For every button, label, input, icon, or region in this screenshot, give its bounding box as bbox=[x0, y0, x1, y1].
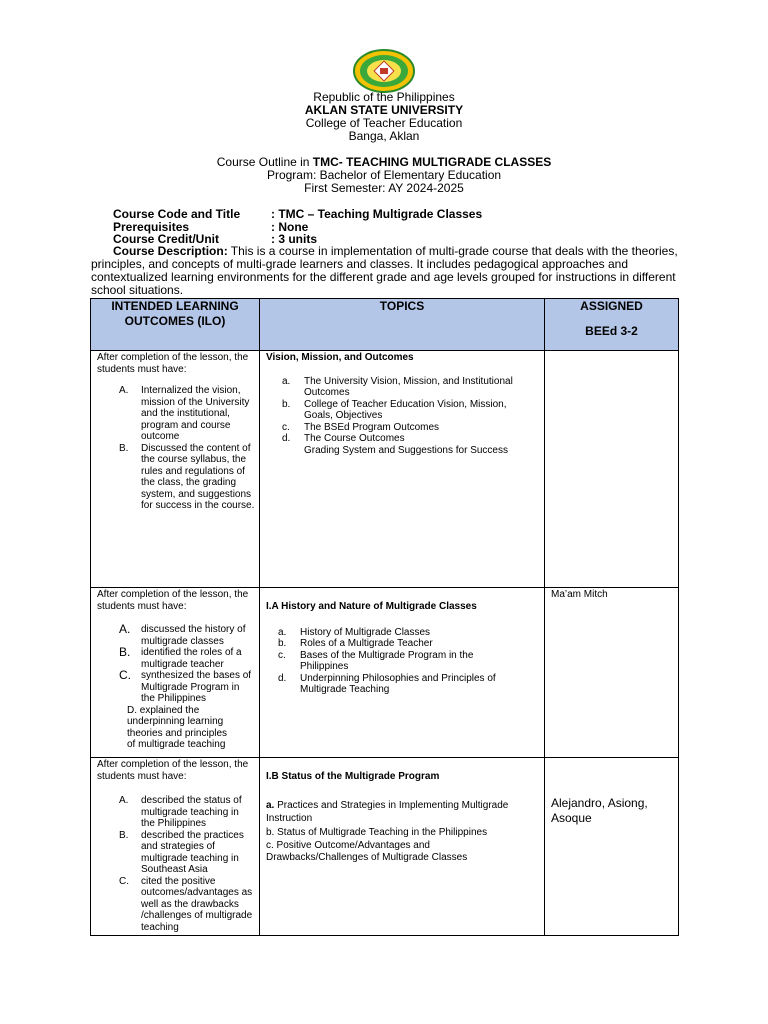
college-name: College of Teacher Education bbox=[305, 116, 463, 130]
ilo-list bbox=[91, 385, 259, 512]
list-marker: C. bbox=[119, 875, 129, 887]
list-marker: A. bbox=[119, 385, 129, 396]
list-item bbox=[304, 445, 524, 457]
topic-b: b. Status of Multigrade Teaching in the Philippines bbox=[266, 826, 488, 838]
ilo-tail: D. explained the underpinning learning theories and principles of multigrade teaching bbox=[127, 704, 228, 750]
list-item bbox=[282, 398, 524, 422]
outline-course: TMC- TEACHING MULTIGRADE CLASSES bbox=[312, 155, 552, 169]
ilo-list bbox=[91, 795, 259, 933]
assigned-text: Ma’am Mitch bbox=[551, 589, 608, 600]
prereq-label: Prerequisites bbox=[113, 220, 190, 234]
topic-a bbox=[260, 798, 544, 825]
topics-cell bbox=[260, 588, 545, 758]
list-marker: d. bbox=[278, 672, 287, 684]
topic-title: I.A History and Nature of Multigrade Classes bbox=[266, 601, 477, 612]
list-item bbox=[282, 375, 524, 399]
topics-header bbox=[260, 299, 545, 351]
list-text: College of Teacher Education Vision, Mission, Goals, Objectives bbox=[304, 398, 507, 421]
topic-a-marker: a. bbox=[266, 799, 275, 811]
list-text: synthesized the bases of Multigrade Program in the Philippines bbox=[141, 670, 252, 704]
topics-list bbox=[260, 376, 544, 457]
credit-value: : 3 units bbox=[271, 232, 318, 246]
list-item bbox=[119, 645, 259, 670]
assigned-header-text: ASSIGNED bbox=[580, 299, 643, 313]
list-text: discussed the history of multigrade classes bbox=[141, 624, 246, 647]
ilo-header bbox=[91, 299, 260, 351]
topics-cell bbox=[260, 758, 545, 936]
assigned-cell bbox=[545, 588, 679, 758]
list-text: Underpinning Philosophies and Principles of Multigrade Teaching bbox=[300, 672, 496, 695]
university-name: AKLAN STATE UNIVERSITY bbox=[304, 103, 464, 117]
list-text: identified the roles of a multigrade teacher bbox=[141, 647, 242, 670]
ilo-cell bbox=[91, 351, 260, 588]
list-marker: A. bbox=[119, 622, 131, 636]
list-item bbox=[119, 795, 259, 830]
list-text: described the practices and strategies of multigrade teaching in Southeast Asia bbox=[141, 829, 244, 875]
list-text: Bases of the Multigrade Program in the Philippines bbox=[300, 649, 474, 672]
table-row bbox=[91, 351, 679, 588]
assigned-cell bbox=[545, 351, 679, 588]
university-seal-logo bbox=[353, 49, 415, 93]
republic-line: Republic of the Philippines bbox=[313, 90, 455, 104]
list-item bbox=[119, 385, 259, 443]
list-item bbox=[278, 649, 524, 673]
course-description-text: This is a course in implementation of multi-grade course that deals with the theories, principles, and concepts of multi-grade learners and classes. It includes pedagogical approaches and contextualized learning environments for the different grade and age levels grouped for instructions in different school situations. bbox=[91, 244, 678, 297]
ilo-cell bbox=[91, 588, 260, 758]
topics-list bbox=[260, 627, 544, 696]
table-row bbox=[91, 758, 679, 936]
table-header-row bbox=[91, 299, 679, 351]
list-marker: b. bbox=[282, 398, 291, 410]
list-text: History of Multigrade Classes bbox=[300, 626, 431, 638]
list-marker: c. bbox=[278, 649, 286, 661]
semester-line: First Semester: AY 2024-2025 bbox=[304, 181, 464, 195]
list-text: described the status of multigrade teaching in the Philippines bbox=[141, 795, 242, 829]
list-text: Discussed the content of the course syllabus, the rules and regulations of the class, the grading system, and suggestions for success in the course. bbox=[141, 442, 255, 511]
table-row bbox=[91, 588, 679, 758]
list-marker: B. bbox=[119, 645, 131, 659]
ilo-list bbox=[91, 624, 259, 705]
list-text: The University Vision, Mission, and Institutional Outcomes bbox=[304, 375, 513, 398]
list-item bbox=[282, 421, 524, 434]
list-text: The Course Outcomes bbox=[304, 433, 405, 444]
program-line: Program: Bachelor of Elementary Education bbox=[266, 168, 502, 182]
list-item bbox=[119, 875, 259, 934]
ilo-intro: After completion of the lesson, the students must have: bbox=[97, 352, 249, 375]
list-item bbox=[282, 433, 524, 445]
course-code-value: : TMC – Teaching Multigrade Classes bbox=[271, 207, 483, 221]
list-marker: c. bbox=[282, 421, 290, 433]
list-text: Internalized the vision, mission of the University and the institutional, program and course outcome bbox=[141, 385, 250, 442]
list-marker: a. bbox=[282, 375, 291, 387]
assigned-text bbox=[545, 351, 678, 352]
list-marker: A. bbox=[119, 795, 129, 806]
course-description bbox=[91, 245, 681, 297]
list-text: Grading System and Suggestions for Success bbox=[304, 444, 508, 456]
assigned-header bbox=[545, 299, 679, 351]
list-item bbox=[119, 829, 259, 876]
ilo-header-text: INTENDED LEARNING OUTCOMES (ILO) bbox=[111, 299, 239, 328]
section-header-text: BEEd 3-2 bbox=[585, 324, 638, 338]
assigned-text: Alejandro, Asiong, Asoque bbox=[551, 796, 648, 825]
course-description-label: Course Description: bbox=[113, 244, 228, 258]
credit-label: Course Credit/Unit bbox=[113, 232, 220, 246]
list-text: cited the positive outcomes/advantages as well as the drawbacks /challenges of multigrade teaching bbox=[141, 875, 253, 933]
assigned-cell bbox=[545, 758, 679, 936]
list-marker: a. bbox=[278, 626, 287, 638]
topic-title: I.B Status of the Multigrade Program bbox=[266, 771, 440, 782]
topics-header-text: TOPICS bbox=[379, 299, 425, 313]
course-code-label: Course Code and Title bbox=[113, 207, 241, 221]
list-marker: C. bbox=[119, 668, 131, 682]
list-item bbox=[278, 638, 524, 650]
list-item bbox=[278, 672, 524, 696]
list-marker: B. bbox=[119, 829, 129, 841]
ilo-intro: After completion of the lesson, the students must have: bbox=[97, 589, 249, 612]
list-marker: b. bbox=[278, 638, 287, 649]
list-marker: d. bbox=[282, 433, 291, 444]
list-item bbox=[119, 622, 259, 647]
ilo-intro: After completion of the lesson, the students must have: bbox=[97, 759, 249, 782]
ilo-cell bbox=[91, 758, 260, 936]
topics-cell bbox=[260, 351, 545, 588]
outline-prefix: Course Outline in bbox=[216, 155, 313, 169]
topic-title: Vision, Mission, and Outcomes bbox=[266, 352, 414, 363]
list-item bbox=[278, 626, 524, 639]
topic-a-text: Practices and Strategies in Implementing Multigrade Instruction bbox=[266, 799, 509, 824]
list-item bbox=[119, 668, 259, 705]
list-text: Roles of a Multigrade Teacher bbox=[300, 638, 433, 649]
topic-c: c. Positive Outcome/Advantages and Drawbacks/Challenges of Multigrade Classes bbox=[266, 839, 468, 863]
list-text: The BSEd Program Outcomes bbox=[304, 421, 440, 433]
location-line: Banga, Aklan bbox=[348, 129, 420, 143]
prereq-value: : None bbox=[271, 220, 309, 234]
list-item bbox=[119, 442, 259, 512]
list-marker: B. bbox=[119, 442, 129, 454]
course-outline-table bbox=[90, 298, 679, 936]
